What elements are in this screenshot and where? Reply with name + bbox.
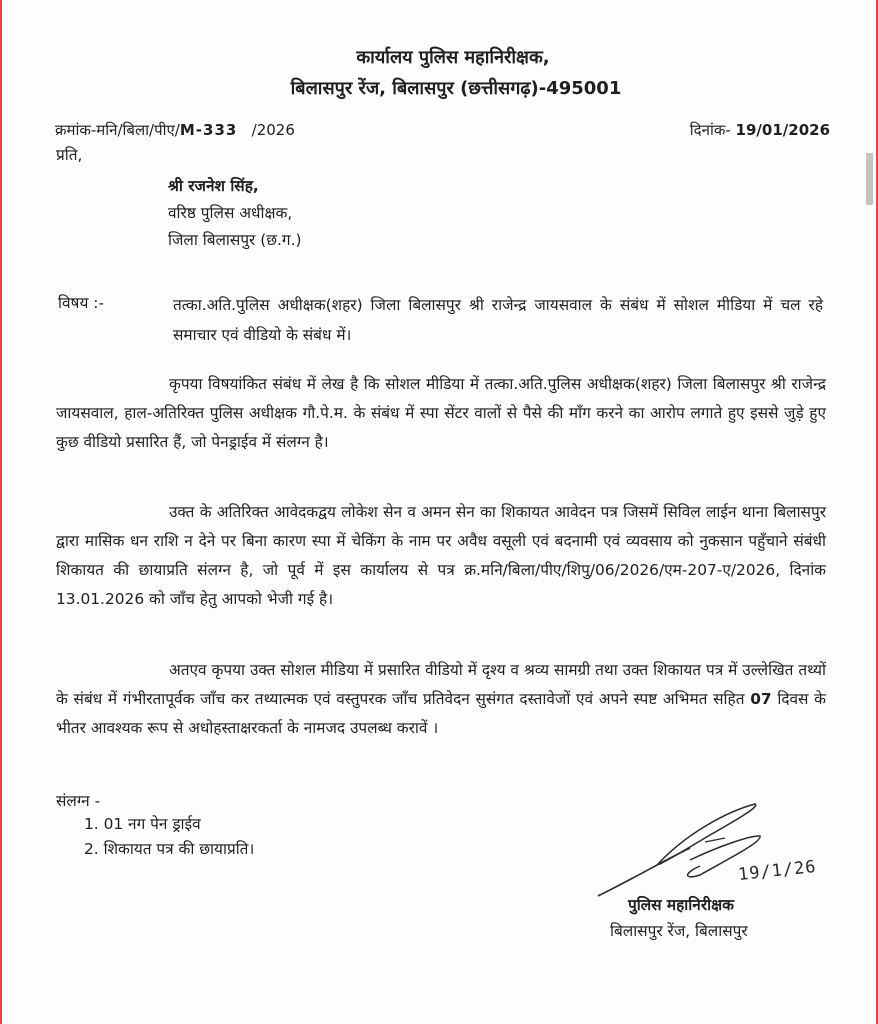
recipient-district: जिला बिलासपुर (छ.ग.) xyxy=(168,231,302,249)
recipient-name: श्री रजनेश सिंह, xyxy=(168,177,259,195)
signer-office: बिलासपुर रेंज, बिलासपुर xyxy=(610,922,748,940)
enclosure-item: 2. शिकायत पत्र की छायाप्रति। xyxy=(84,840,255,858)
enclosure-item: 1. 01 नग पेन ड्राईव xyxy=(84,815,201,833)
signature-date: 19/1/26 xyxy=(737,856,818,886)
subject-label: विषय :- xyxy=(58,294,104,312)
office-address: बिलासपुर रेंज, बिलासपुर (छत्तीसगढ़)-495001 xyxy=(290,78,622,99)
signer-title: पुलिस महानिरीक्षक xyxy=(628,896,734,914)
date-value: 19/01/2026 xyxy=(735,121,830,139)
reference-prefix: क्रमांक-मनि/बिला/पीए/ xyxy=(55,121,180,139)
recipient-block xyxy=(168,173,302,254)
paragraph-3-text-a: अतएव कृपया उक्त सोशल मीडिया में प्रसारित वीडियो में दृश्य व श्रव्य सामग्री तथा उक्त शिकायत पत्र में उल्लेखित तथ्यों के संबंध में गंभीरतापूर्वक जॉंच कर तथ्यात्मक एवं वस्तुपरक जॉंच प्रतिवेदन सुसंगत दस्तावेजों एवं अपने स्पष्ट अभिमत सहित xyxy=(56,661,826,708)
body-paragraph-3 xyxy=(56,656,826,743)
reference-number xyxy=(55,117,295,143)
subject-text: तत्का.अति.पुलिस अधीक्षक(शहर) जिला बिलासपुर श्री राजेन्द्र जायसवाल के संबंध में सोशल मीडिया में चल रहे समाचार एवं वीडियो के संबंध में। xyxy=(173,296,823,344)
paragraph-3-text-b: दिवस के भीतर आवश्यक रूप से अधोहस्ताक्षरकर्ता के नामजद उपलब्ध करावें । xyxy=(56,690,826,737)
date-label: दिनांक- xyxy=(689,121,731,139)
recipient-designation: वरिष्ठ पुलिस अधीक्षक, xyxy=(168,204,293,222)
deadline-days: 07 xyxy=(750,690,772,708)
body-paragraph-2: उक्त के अतिरिक्त आवेदकद्वय लोकेश सेन व अमन सेन का शिकायत आवेदन पत्र जिसमें सिविल लाईन थाना बिलासपुर द्वारा मासिक धन राशि न देने पर बिना कारण स्पा में चेकिंग के नाम पर अवैध वसूली एवं बदनामी एवं व्यवसाय को नुकसान पहुँचाने संबंधी शिकायत की छायाप्रति संलग्न है, जो पूर्व में इस कार्यालय से पत्र क्र.मनि/बिला/पीए/शिपु/06/2026/एम-207-ए/2026, दिनांक 13.01.2026 को जॉंच हेतु आपको भेजी गई है। xyxy=(56,503,826,608)
signer-block xyxy=(610,892,748,944)
enclosures-label: संलग्न - xyxy=(56,792,101,810)
to-label: प्रति, xyxy=(56,146,83,164)
letter-date xyxy=(690,117,830,143)
enclosures-list xyxy=(84,812,254,862)
body-paragraph-1: कृपया विषयांकित संबंध में लेख है कि सोशल मीडिया में तत्का.अति.पुलिस अधीक्षक(शहर) जिला बिलासपुर श्री राजेन्द्र जायसवाल, हाल-अतिरिक्त पुलिस अधीक्षक गौ.पे.म. के संबंध में स्पा सेंटर वालों से पैसे की मॉंग करने का आरोप लगाते हुए इससे जुड़े हुए कुछ वीडियो प्रसारित हैं, जो पेनड्राईव में संलग्न है। xyxy=(56,375,826,451)
reference-code: M-333 xyxy=(179,121,238,139)
office-title: कार्यालय पुलिस महानिरीक्षक, xyxy=(356,47,550,68)
reference-year: /2026 xyxy=(251,121,295,139)
